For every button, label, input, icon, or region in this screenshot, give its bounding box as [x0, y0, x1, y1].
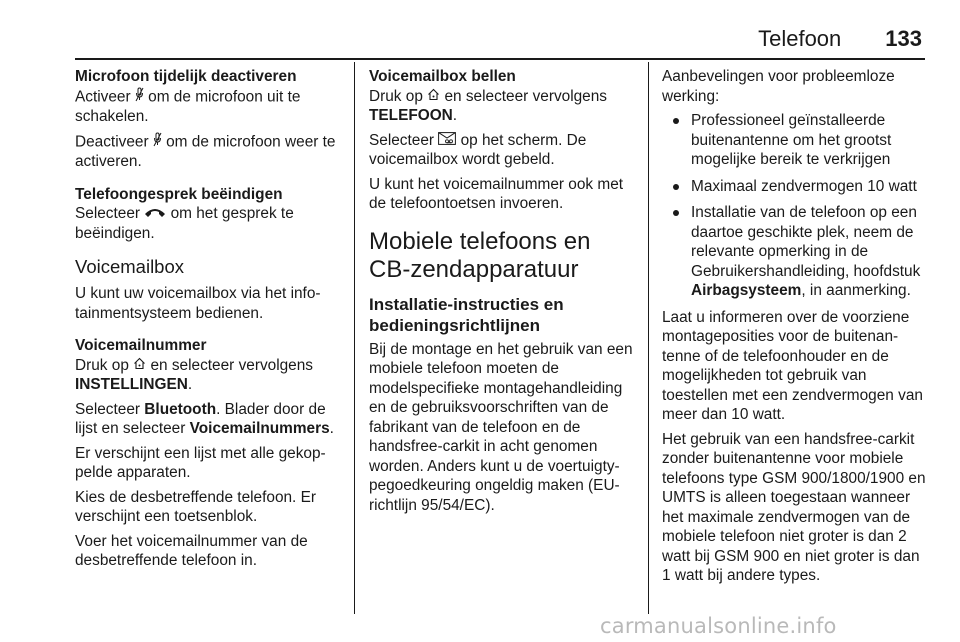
- page-number: 133: [885, 26, 922, 51]
- mic-paragraph-1: Activeer om de microfoon uit te schakelen.: [75, 87, 301, 125]
- microphone-icon: [135, 87, 144, 108]
- voicemail-number-paragraph-3: Er verschijnt een lijst met alle gekoppelde apparaten.: [75, 444, 326, 482]
- column-divider-2: [648, 62, 649, 614]
- voicemail-paragraph: U kunt uw voicemailbox via het infotainmentsysteem bedienen.: [75, 285, 321, 322]
- column-divider-1: [354, 62, 355, 614]
- column-2: [369, 67, 635, 520]
- voicemail-number-paragraph-5: Voer het voicemailnummer van de desbetreffende telefoon in.: [75, 532, 308, 570]
- header-rule: [75, 58, 925, 60]
- voicemail-number-heading: Voicemailnummer: [75, 337, 207, 355]
- list-item: Maximaal zendvermogen 10 watt: [662, 177, 928, 197]
- mic-heading: Microfoon tijdelijk deactiveren: [75, 68, 297, 85]
- microphone-icon: [153, 132, 162, 153]
- watermark: carmanualsonline.info: [600, 614, 837, 638]
- section-title: Telefoon: [758, 26, 842, 51]
- end-call-heading: Telefoongesprek beëindigen: [75, 185, 283, 203]
- home-icon: [133, 356, 146, 376]
- voicemail-heading: Voicemailbox: [75, 256, 185, 278]
- voicemail-number-paragraph-4: Kies de desbetreffende telefoon. Er verschijnt een toetsenblok.: [75, 488, 317, 526]
- voicemail-number-paragraph-1: Druk op en selecteer vervolgens INSTELLINGEN.: [75, 356, 313, 394]
- mounting-paragraph: Laat u informeren over de voorziene montageposities voor de buitenantenne of de telefoonhouder en de mogelijkheden tot gebruik van toestellen met een zendvermogen van meer dan 10 watt.: [662, 308, 923, 423]
- column-1: [75, 67, 341, 576]
- voicemail-icon: [438, 131, 456, 151]
- page-header: [758, 26, 922, 56]
- hang-up-icon: [144, 204, 166, 224]
- call-voicemail-paragraph-1: Druk op en selecteer vervolgens TELEFOON.: [369, 87, 607, 125]
- home-icon: [427, 87, 440, 107]
- call-voicemail-paragraph-2: Selecteer op het scherm. De voicemailbox wordt gebeld.: [369, 131, 587, 169]
- installation-paragraph: Bij de montage en het gebruik van een mobiele telefoon moeten de modelspecifieke montagehandleiding en de gebruiksvoorschriften van de fabrikant van de telefoon en de handsfree-carkit in acht genomen worden. Anders kunt u de voertuigtypegoedkeuring ongeldig maken (EU-richtlijn 95/54/EC).: [369, 340, 633, 514]
- handsfree-paragraph: Het gebruik van een handsfree-carkit zonder buitenantenne voor mobiele telefoons type GSM 900/1800/1900 en UMTS is alleen toegestaan wanneer het maximale zendvermogen van de mobiele telefoon niet groter is dan 2 watt bij GSM 900 en niet groter is dan 1 watt bij andere types.: [662, 430, 926, 584]
- voicemail-number-paragraph-2: Selecteer Bluetooth. Blader door de lijst en selecteer Voicemailnummers.: [75, 400, 334, 438]
- recommendations-intro: Aanbevelingen voor probleemloze werking:: [662, 68, 895, 105]
- mobile-phones-heading: Mobiele telefoons en CB-zendapparatuur: [369, 227, 591, 283]
- mic-paragraph-2: Deactiveer om de microfoon weer te activeren.: [75, 132, 336, 170]
- installation-heading: Installatie-instructies en bedieningsrichtlijnen: [369, 294, 564, 335]
- call-voicemail-heading: Voicemailbox bellen: [369, 68, 516, 85]
- list-item: Professioneel geïnstalleerde buitenantenne om het grootst mogelijke bereik te verkrijgen: [662, 111, 928, 170]
- end-call-paragraph: Selecteer om het gesprek te beëindigen.: [75, 205, 294, 242]
- list-item: Installatie van de telefoon op een daartoe geschikte plek, neem de relevante opmerking in de Gebruikershandleiding, hoofdstuk Airbagsysteem, in aanmerking.: [662, 203, 928, 301]
- recommendations-list: [662, 111, 928, 301]
- call-voicemail-paragraph-3: U kunt het voicemailnummer ook met de telefoontoetsen invoeren.: [369, 175, 624, 213]
- column-3: [662, 67, 928, 591]
